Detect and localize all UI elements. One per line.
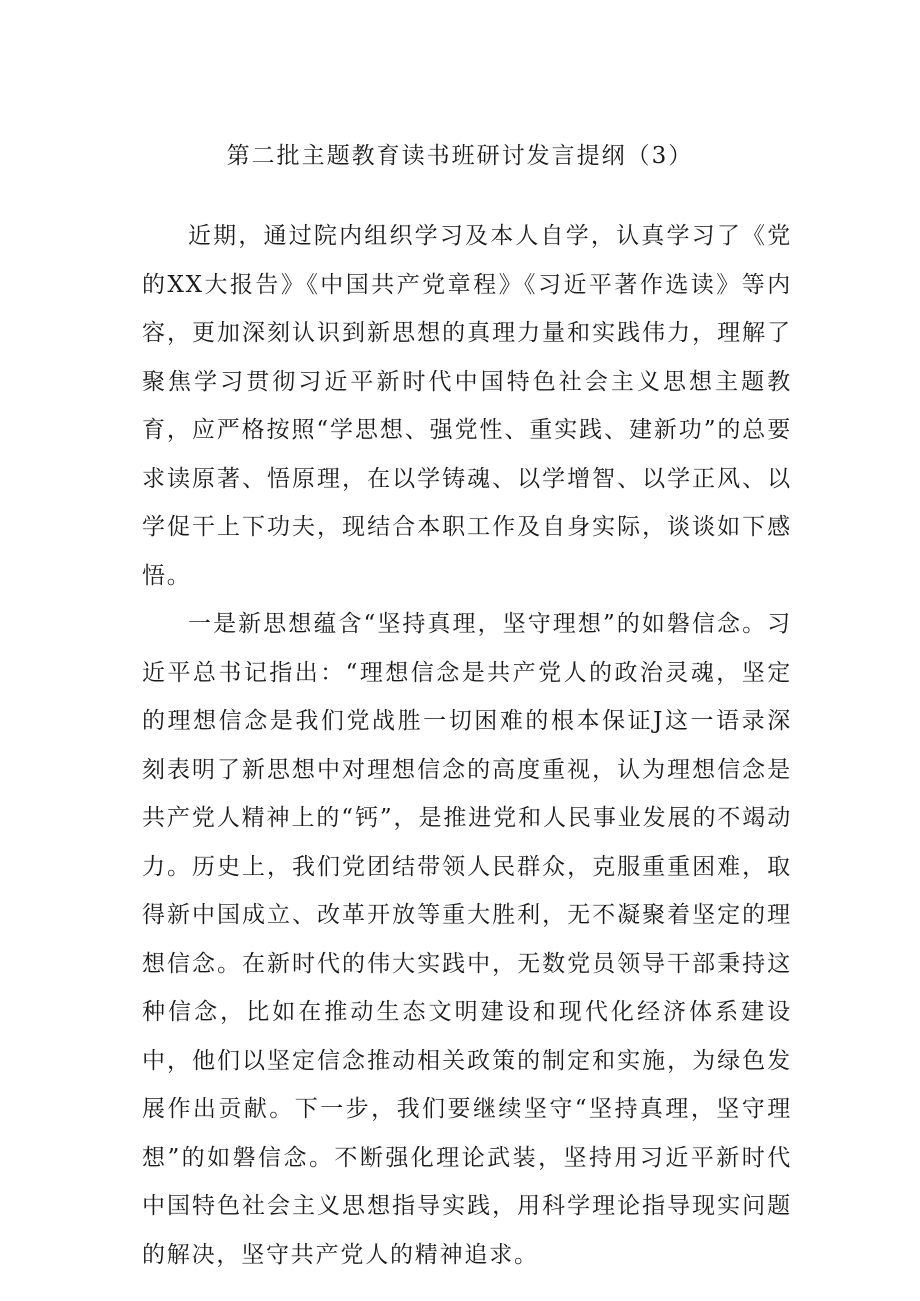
paragraph-intro: 近期，通过院内组织学习及本人自学，认真学习了《党的XX大报告》《中国共产党章程》《习近平著作选读》等内容，更加深刻认识到新思想的真理力量和实践伟力，理解了聚焦学习贯彻习近平新时代中国特色社会主义思想主题教育，应严格按照“学思想、强党性、重实践、建新功”的总要求读原著、悟原理，在以学铸魂、以学增智、以学正风、以学促干上下功夫，现结合本职工作及自身实际，谈谈如下感悟。 [142, 223, 792, 589]
document-body [142, 212, 792, 1279]
paragraph-point-one: 一是新思想蕴含“坚持真理，坚守理想”的如磐信念。习近平总书记指出：“理想信念是共产党人的政治灵魂，坚定的理想信念是我们党战胜一切困难的根本保证J这一语录深刻表明了新思想中对理想信念的高度重视，认为理想信念是共产党人精神上的“钙”，是推进党和人民事业发展的不竭动力。历史上，我们党团结带领人民群众，克服重重困难，取得新中国成立、改革开放等重大胜利，无不凝聚着坚定的理想信念。在新时代的伟大实践中，无数党员领导干部秉持这种信念，比如在推动生态文明建设和现代化经济体系建设中，他们以坚定信念推动相关政策的制定和实施，为绿色发展作出贡献。下一步，我们要继续坚守“坚持真理，坚守理想”的如磐信念。不断强化理论武装，坚持用习近平新时代中国特色社会主义思想指导实践，用科学理论指导现实问题的解决，坚守共产党人的精神追求。 [142, 611, 792, 1268]
document-title: 第二批主题教育读书班研讨发言提纲（3） [226, 143, 694, 169]
